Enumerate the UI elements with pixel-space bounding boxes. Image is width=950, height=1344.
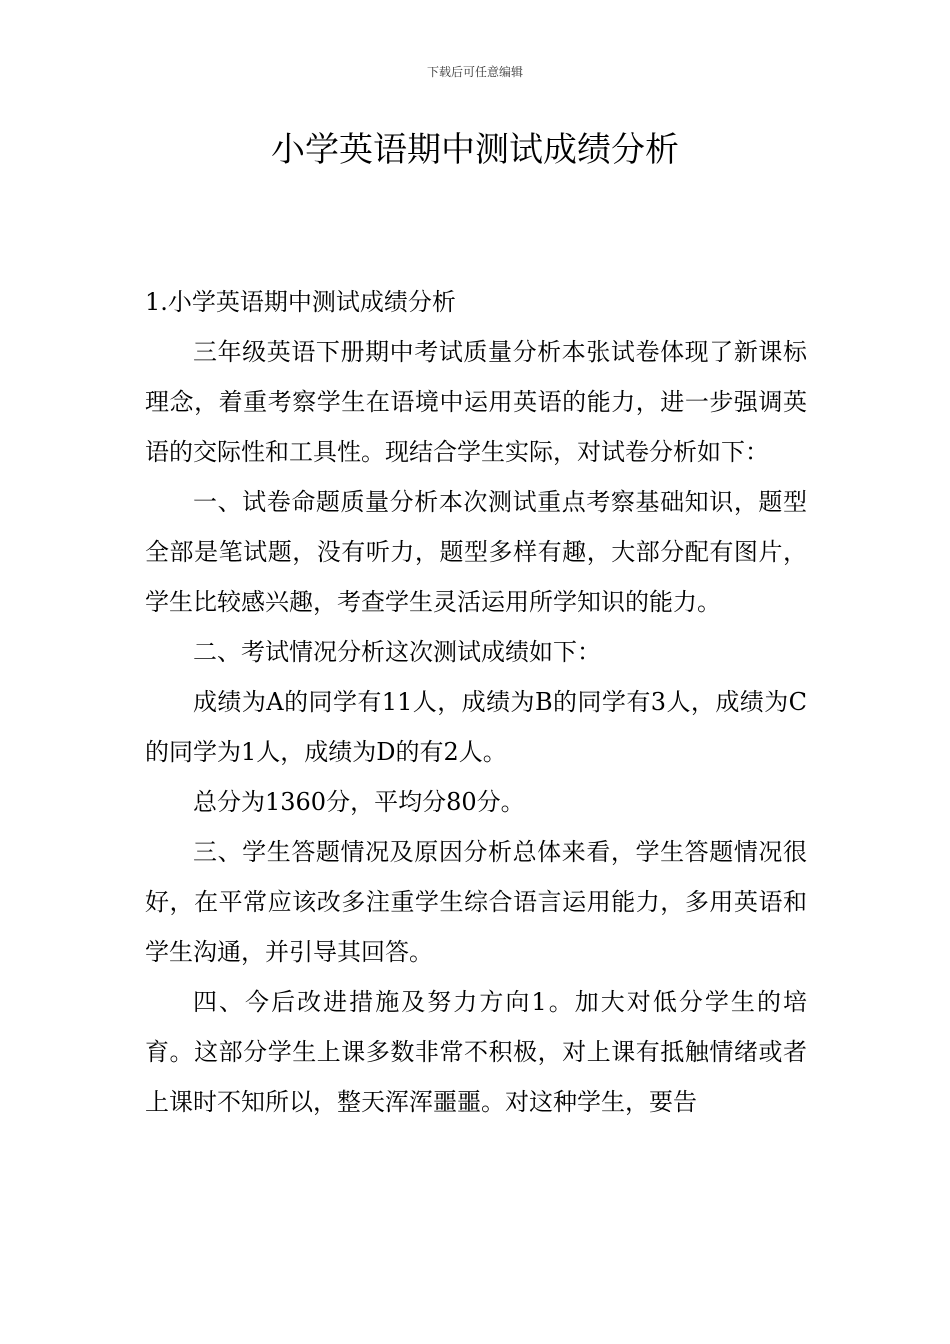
header-note: 下载后可任意编辑 [426,65,523,79]
paragraph-intro: 三年级英语下册期中考试质量分析本张试卷体现了新课标理念，着重考察学生在语境中运用英语的能力，进一步强调英语的交际性和工具性。现结合学生实际，对试卷分析如下： [145,338,807,466]
paragraph-section-4: 四、今后改进措施及努力方向1。加大对低分学生的培育。这部分学生上课多数非常不积极，对上课有抵触情绪或者上课时不知所以，整天浑浑噩噩。对这种学生，要告 [145,988,807,1116]
paragraph-section-2: 二、考试情况分析这次测试成绩如下： [193,638,601,666]
section-heading: 1.小学英语期中测试成绩分析 [145,288,456,316]
paragraph-grades: 成绩为A的同学有11人，成绩为B的同学有3人，成绩为C的同学为1人，成绩为D的有2人。 [145,688,807,766]
paragraph-section-3: 三、学生答题情况及原因分析总体来看，学生答题情况很好，在平常应该改多注重学生综合语言运用能力，多用英语和学生沟通，并引导其回答。 [145,838,807,966]
document-title: 小学英语期中测试成绩分析 [271,130,679,170]
document-body [145,277,807,1127]
paragraph-totals: 总分为1360分，平均分80分。 [193,788,525,816]
paragraph-section-1: 一、试卷命题质量分析本次测试重点考察基础知识，题型全部是笔试题，没有听力，题型多样有趣，大部分配有图片，学生比较感兴趣，考查学生灵活运用所学知识的能力。 [145,488,807,616]
